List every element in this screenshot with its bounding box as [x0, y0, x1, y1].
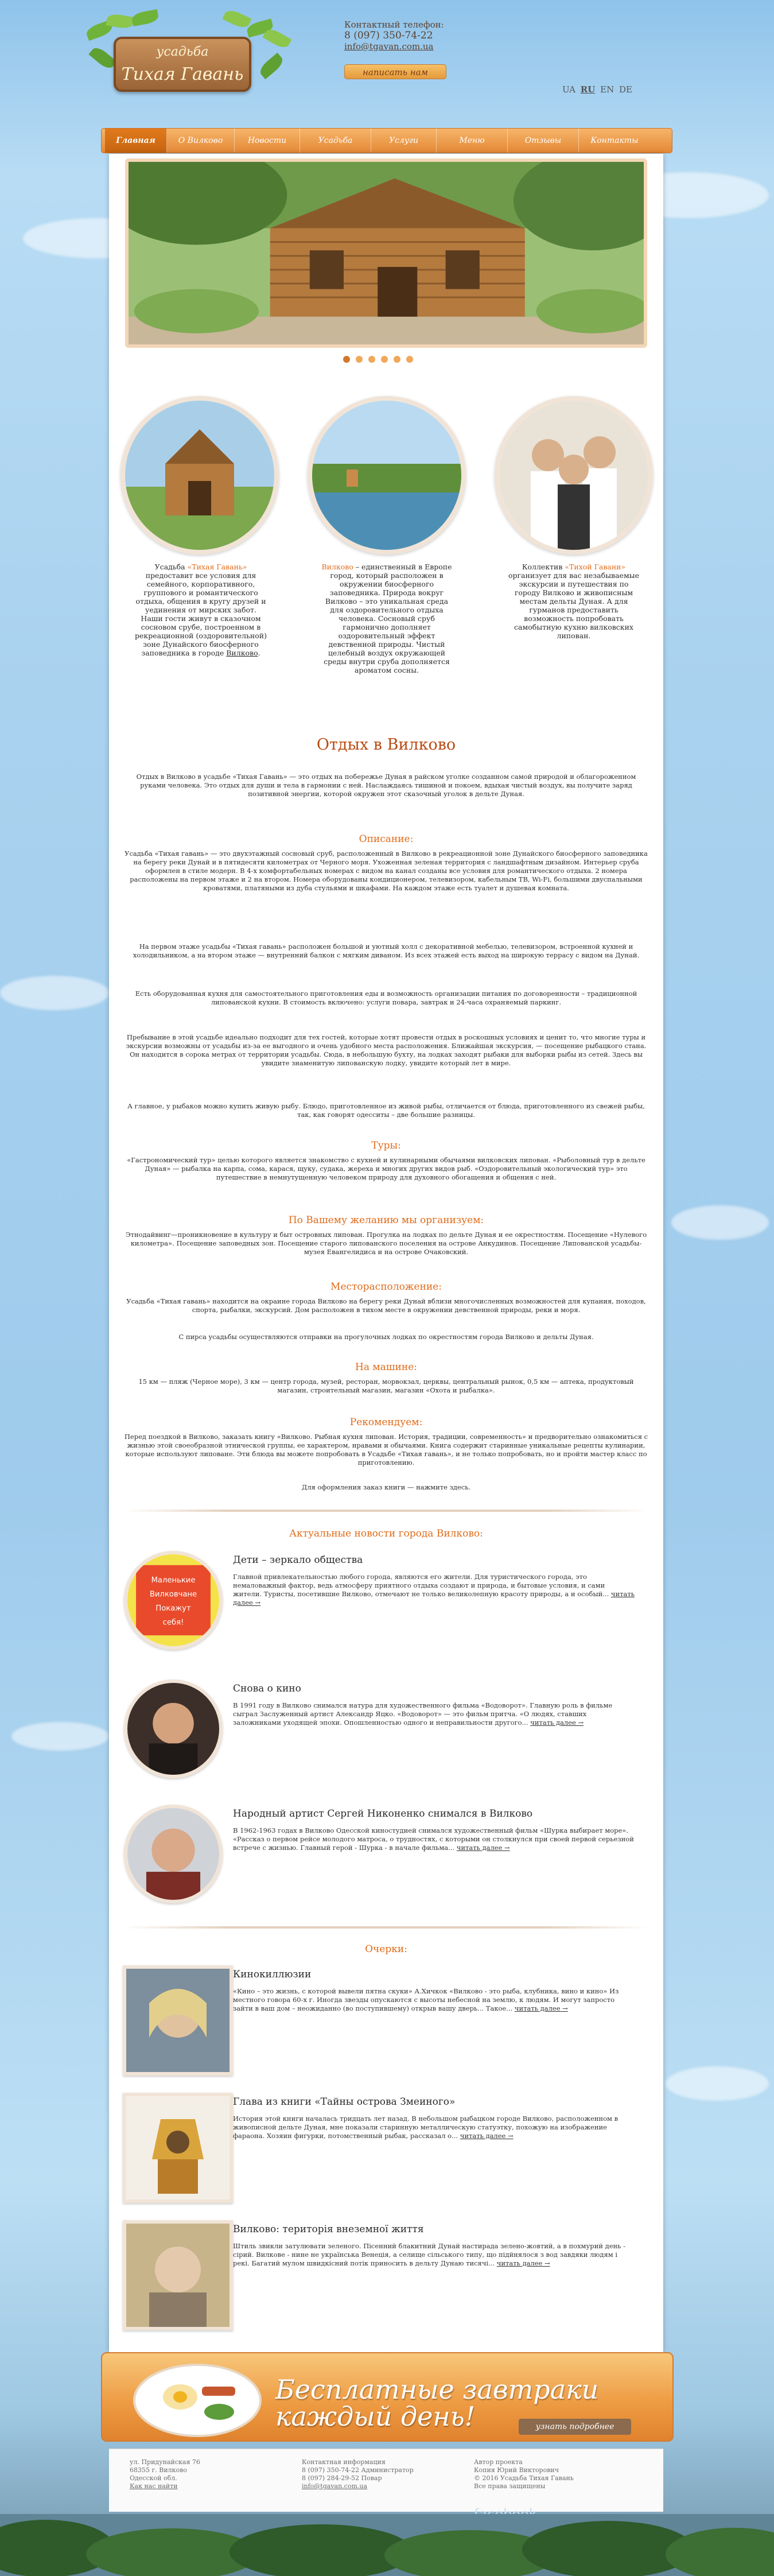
free-breakfast-banner[interactable]	[101, 2352, 674, 2442]
essays-heading: Очерки:	[365, 1943, 407, 1955]
slider-dot-5[interactable]	[394, 356, 400, 363]
logo-line2: Тихая Гавань	[121, 64, 244, 84]
nav-home[interactable]: Главная	[105, 129, 167, 153]
section-title-by-car: На машине:	[355, 1361, 417, 1373]
contact-label: Контактный телефон:	[344, 20, 444, 30]
vilkovo-description: Вилково – единственный в Европе город, который расположен в окружении биосферного заповедника. Природа вокруг Вилково – это уникальная среда для оздоровительного отдыха человека. Сосновый сруб гармонично дополняет оздоровительный эффект девственной природы. Чистый целебный воздух окружающей среды внутри сруба дополняется ароматом сосны.	[321, 562, 452, 674]
poster-line4: себя!	[162, 1618, 184, 1627]
banner-line2: каждый день!	[275, 2401, 476, 2432]
intro-text: Отдых в Вилково в усадьбе «Тихая Гавань» — это отдых на побережье Дуная в райском уголке созданном самой природой и облагороженном руками человека. Это отдых для души и тела в гармонии с ней. Наслаждаясь тишиной и покоем, вдыхая чистый воздух, вы получите заряд позитивной энергии, которой окружен этот сказочный уголок в дельте Дуная.	[136, 773, 636, 798]
breakfast-plate-image	[127, 2344, 267, 2442]
lang-ua[interactable]: UA	[562, 84, 576, 95]
recommend-p1: Перед поездкой в Вилково, заказать книгу «Вилково. Рыбная кухня липован. История, традиции, современность» и предворительно ознакомиться с жизнью этой своеобразной этнической группы, ее характером, нравами и обычаями. Книга содержит старинные уникальные рецепты кулинарии, которые используют липоване. Эти блюда вы можете попробовать в Усадьбе «Тихая гавань», и не только попробовать, но и пройти мастер класс по приготовлению.	[124, 1433, 648, 1467]
description-p3: Есть оборудованная кухня для самостоятельного приготовления еды и возможность организации питания по договоренности – традиционной липованской кухни. В стоимость включено: услуги повара, завтрак и 24-часа охраняемый паркинг.	[135, 990, 637, 1006]
nav-contacts[interactable]: Контакты	[590, 136, 639, 145]
estate-photo[interactable]	[120, 396, 279, 554]
slider-dot-1[interactable]	[343, 356, 350, 363]
main-title: Отдых в Вилково	[316, 736, 456, 754]
location-p1: Усадьба «Тихая гавань» находится на окраине города Вилково на берегу реки Дунай вблизи многочисленных возможностей для купания, походов, спорта, рыбалки, экскурсий. Дом расположен в тихом месте в окружении девственной природы, реки и моря.	[126, 1297, 646, 1314]
contact-block	[344, 20, 444, 52]
organize-text: Этнодайвинг—проникновение в культуру и быт островных липован. Прогулка на лодках по дельте Дуная и ее окрестностям. Посещение «Нулевого километра». Посещение заповедных зон. Посещение старого липованского поселения на острове Анкудинов. Посещение Липованской усадьбы-музея Евангелидиса и на острове Очаковский.	[125, 1231, 647, 1256]
essay-3-title[interactable]: Вилково: територія внеземної життя	[233, 2224, 424, 2235]
footer-email-link[interactable]: info@tgavan.com.ua	[302, 2482, 368, 2490]
news-1-text: Главной привлекательностью любого города, являются его жители. Для туристического города, это немаловажный фактор, ведь атмосферу приятного отдыха создают и природа, и бытовые условия, и сами жители. Туристы, посетившие Вилково, отмечают не только великолепную красоту природы, а и особый... читать далее →	[233, 1573, 635, 1607]
logo-line1: усадьба	[156, 45, 209, 59]
nav-menu[interactable]: Меню	[437, 129, 508, 153]
essay-3-text: Штиль звикли затулювати зеленого. Пісенний блакитний Дунай настирада зелено-жовтий, а в похмурий день - сірий. Вилкове - нине не українська Венеція, а селище сільського типу, що підйнялося з вод завдяки людям і рекі. Багатий мулом швидкісний потік приносить в дельту Дунаю тисячі... читать далее →	[233, 2242, 625, 2267]
recommend-p2[interactable]: Для оформления заказ книги — нажмите здесь.	[301, 1483, 471, 1491]
language-switcher	[562, 84, 635, 95]
news-heading: Актуальные новости города Вилково:	[289, 1528, 483, 1539]
staff-description: Коллектив «Тихой Гавани» организует для вас незабываемые экскурсии и путешествия по городу Вилково и живописным местам дельты Дуная. А для гурманов предоставить возможность попробовать самобытную кухню вилковских липован.	[508, 562, 640, 640]
section-title-tours: Туры:	[371, 1140, 401, 1151]
essay-2-title[interactable]: Глава из книги «Тайны острова Змеиного»	[233, 2096, 456, 2108]
banner-line1: Бесплатные завтраки	[275, 2374, 599, 2405]
description-p5: А главное, у рыбаков можно купить живую рыбу. Блюдо, приготовленное из живой рыбы, отличается от блюда, приготовленного из свежей рыбы, так, как говорят одесситы – две большие разницы.	[127, 1102, 645, 1119]
footer-contacts: Контактная информация 8 (097) 350-74-22 Администратор 8 (097) 284-29-52 Повар info@tgavan.com.ua	[302, 2458, 414, 2490]
site-header	[0, 0, 774, 121]
news-2-image[interactable]	[124, 1679, 223, 1778]
essay-1-image[interactable]	[123, 1965, 233, 2075]
footer-author: Автор проекта Копия Юрий Викторович © 2016 Усадьба Тихая Гавань Все права защищены	[474, 2458, 574, 2490]
slider-dot-6[interactable]	[406, 356, 413, 363]
essay-2-read-more[interactable]: читать далее →	[460, 2132, 514, 2140]
lang-de[interactable]: DE	[619, 84, 632, 95]
slider-dot-2[interactable]	[356, 356, 363, 363]
news-2-text: В 1991 году в Вилково снимался натура для художественного фильма «Водоворот». Главную роль в фильме сыграл Заслуженный артист Александр Яцко. «Водоворот» — это фильм притча. «О людях, ставших заложниками уходящей эпохи. Опошленностью одного и неправильности другого... читать далее →	[233, 1701, 613, 1727]
lang-ru[interactable]: RU	[580, 84, 596, 95]
write-us-button[interactable]: написать нам	[344, 64, 446, 79]
news-3-title[interactable]: Народный артист Сергей Никоненко снимался в Вилково	[233, 1808, 533, 1820]
main-nav	[101, 128, 672, 153]
news-3-text: В 1962-1963 годах в Вилково Одесской киностудией снимался художественный фильм «Шурка выбирает море». «Рассказ о первом рейсе молодого матроса, о трудностях, с которыми он столкнулся при своей первой серьезной встрече с жизнью. Главный герой - Шурка - в начале фильма... читать далее →	[233, 1826, 634, 1852]
news-1-image[interactable]	[124, 1551, 223, 1650]
footer-address: ул. Придунайская 76 68355 г. Вилково Одесской обл. Как нас найти	[130, 2458, 200, 2490]
essay-2-text: История этой книги началась тридцать лет назад. В небольшом рыбацком городе Вилково, расположенном в живописной дельте Дуная, мне показали старинную металлическую статуэтку, похожую на изображение фараона. Хозяин фигурки, потомственный рыбак, рассказал о... читать далее →	[233, 2115, 619, 2140]
description-p4: Пребывание в этой усадьбе идеально подходит для тех гостей, которые хотят провести отдых в роскошных условиях и ценит то, что многие туры и экскурсии возможны от усадьбы из-за ее выгодного и очень удобного места расположения. Ближайшая экскурсия, — посещение рыбацкого стана. Он находится в сорока метрах от территории усадьбы. Сюда, в небольшую бухту, на лодках заходят рыбаки для выборки рыбы из сетей. Здесь вы увидите знаменитую липованскую лодку, увидите который лет в мире.	[126, 1033, 647, 1067]
slider-dots	[343, 356, 413, 363]
logo-signboard	[114, 37, 251, 92]
news-2-read-more[interactable]: читать далее →	[530, 1718, 584, 1727]
phone-number[interactable]: 8 (097) 350-74-22	[344, 30, 433, 41]
staff-photo[interactable]	[495, 396, 653, 554]
vilkovo-photo[interactable]	[308, 396, 466, 554]
log-house-photo	[129, 162, 644, 344]
news-3-read-more[interactable]: читать далее →	[456, 1844, 510, 1852]
description-p2: На первом этаже усадьбы «Тихая гавань» расположен большой и уютный холл с декоративной мебелью, телевизором, встроенной кухней и холодильником, а на втором этаже — внутренний балкон с мягким диваном. Из всех этажей есть выход на широкую террасу с видом на Дунай.	[133, 942, 640, 959]
lang-en[interactable]: EN	[600, 84, 614, 95]
slider-dot-4[interactable]	[381, 356, 388, 363]
bushes-decoration	[0, 2514, 774, 2576]
description-p1: Усадьба «Тихая гавань» — это двухэтажный сосновый сруб, расположенный в Вилково в рекреационной зоне Дунайского биосферного заповедника на берегу реки Дунай и в пятидесяти километрах от Черного моря. Ухоженная зеленая территория с ландшафтным дизайном. Интерьер сруба оформлен в стиле модерн. В 4-х комфортабельных номерах с видом на канал созданы все условия для романтического отдыха. 2 номера расположены на первом этаже и 2 на втором. Номера оборудованы кондиционером, телевизором, кабельным ТВ, Wi-Fi, большими двуспальными кроватями, платяными из дуба стульями и шкафами. На каждом этаже есть туалет и душевая комната.	[125, 849, 648, 892]
news-3-image[interactable]	[124, 1805, 223, 1903]
section-title-description: Описание:	[359, 833, 414, 845]
essay-1-title[interactable]: Кинокиллюзии	[233, 1969, 312, 1980]
section-title-recommend: Рекомендуем:	[349, 1417, 423, 1428]
essay-2-image[interactable]	[123, 2093, 233, 2203]
essay-3-read-more[interactable]: читать далее →	[496, 2259, 550, 2267]
section-title-location: Месторасположение:	[330, 1281, 442, 1293]
poster-line1: Маленькие	[151, 1576, 196, 1585]
learn-more-button[interactable]: узнать подробнее	[519, 2419, 631, 2435]
nav-about[interactable]: О Вилково	[167, 129, 235, 153]
by-car-text: 15 км — пляж (Черное море), 3 км — центр города, музей, ресторан, морвокзал, церквы, центральный рынок, 0,5 км — аптека, продуктовый магазин, строительный магазин, магазин «Охота и рыбалка».	[138, 1378, 634, 1394]
nav-estate[interactable]: Усадьба	[300, 129, 371, 153]
location-p2: С пирса усадьбы осуществляются отправки на прогулочных лодках по окрестностям города Вилково и дельты Дуная.	[178, 1333, 594, 1341]
find-us-link[interactable]: Как нас найти	[130, 2482, 178, 2490]
photo-slider[interactable]	[125, 158, 647, 348]
news-1-read-more[interactable]: читать далее →	[233, 1590, 635, 1607]
divider	[124, 1926, 648, 1929]
essay-1-read-more[interactable]: читать далее →	[514, 2004, 568, 2012]
essay-1-text: «Кино – это жизнь, с которой вывели пятна скуки» А.Хичкок «Вилково - это рыба, клубника, вино и кино» Из местного говора 60-х г. Иногда звезды опускаются с высоты небесной на землю, к людям. И могут запросто зайти в ваш дом – неожиданно (во поступившему) открыв вашу дверь... Такое... читать далее →	[233, 1987, 619, 2012]
logo[interactable]	[86, 11, 293, 98]
poster-line2: Вилковчане	[149, 1590, 197, 1599]
slider-dot-3[interactable]	[368, 356, 375, 363]
footer	[109, 2449, 663, 2512]
poster-line3: Покажут	[155, 1604, 191, 1613]
email-link[interactable]: info@tgavan.com.ua	[344, 41, 434, 52]
divider	[124, 1510, 648, 1512]
news-2-title[interactable]: Снова о кино	[233, 1683, 301, 1694]
essay-3-image[interactable]	[123, 2220, 233, 2330]
section-title-organize: По Вашему желанию мы организуем:	[288, 1215, 484, 1226]
nav-services[interactable]: Услуги	[371, 129, 437, 153]
nav-reviews[interactable]: Отзывы	[508, 129, 579, 153]
tours-text: «Гастрономический тур» целью которого является знакомство с кухней и кулинарными обычаями вилковских липован. «Рыболовный тур в дельте Дуная» — рыбалка на карпа, сома, карася, щуку, судака, жереха и многих других видов рыб. «Оздоровительный экологический тур» это путешествие в немнутущенную человеком природу для духовного обогащения и общения с ней.	[127, 1156, 645, 1181]
news-1-title[interactable]: Дети – зеркало общества	[233, 1554, 363, 1566]
estate-description: Усадьба «Тихая Гавань» предоставит все условия для семейного, корпоративного, группового и романтического отдыха, общения в кругу друзей и уединения от мирских забот. Наши гости живут в сказочном сосновом срубе, построенном в рекреационной (оздоровительной) зоне Дунайского биосферного заповедника в городе Вилково.	[135, 562, 267, 657]
nav-news[interactable]: Новости	[235, 129, 300, 153]
